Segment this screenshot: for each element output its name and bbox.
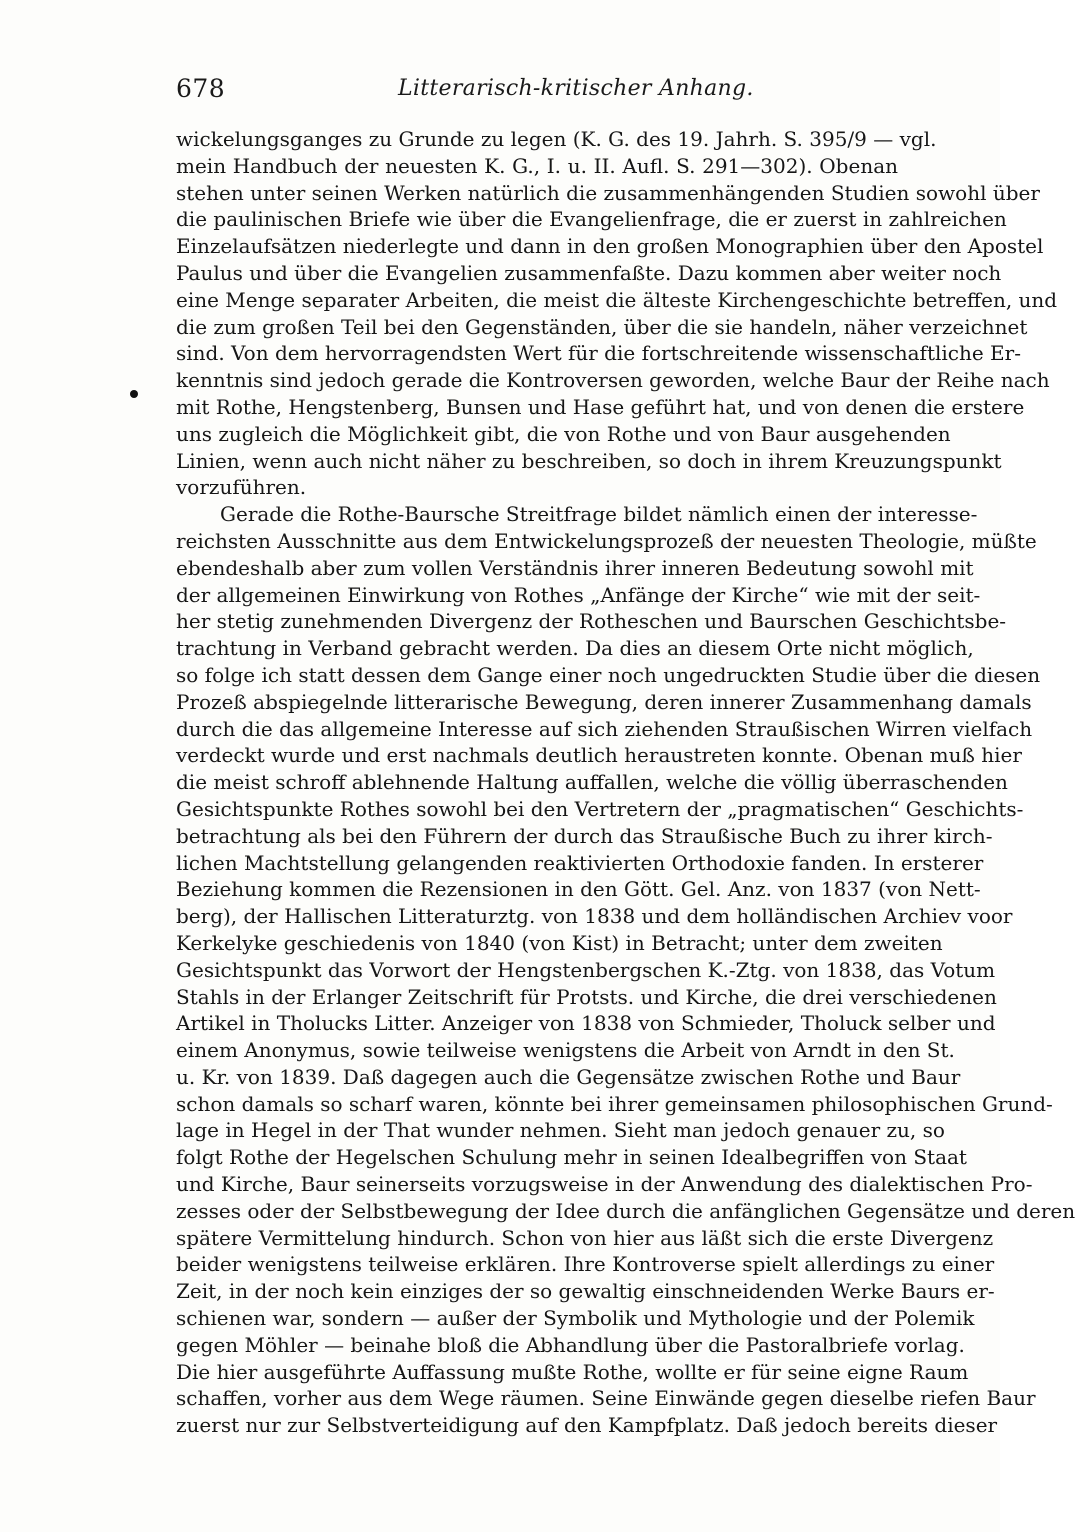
text-line: die zum großen Teil bei den Gegenständen, über die sie handeln, näher verzeichnet <box>176 314 1028 339</box>
body-text <box>176 126 1075 1439</box>
text-line: reichsten Ausschnitte aus dem Entwickelungsprozeß der neuesten Theologie, müßte <box>176 528 1037 553</box>
running-head <box>176 68 896 108</box>
text-line: zesses oder der Selbstbewegung der Idee durch die anfänglichen Gegensätze und deren <box>176 1198 1075 1223</box>
text-line: trachtung in Verband gebracht werden. Da dies an diesem Orte nicht möglich, <box>176 636 974 661</box>
text-line: her stetig zunehmenden Divergenz der Rotheschen und Baurschen Geschichtsbe- <box>176 609 1007 634</box>
text-line: schienen war, sondern — außer der Symbolik und Mythologie und der Polemik <box>176 1306 975 1331</box>
text-line: Prozeß abspiegelnde litterarische Bewegung, deren innerer Zusammenhang damals <box>176 689 1032 714</box>
text-line: der allgemeinen Einwirkung von Rothes „Anfänge der Kirche“ wie mit der seit- <box>176 582 981 607</box>
text-line: durch die das allgemeine Interesse auf sich ziehenden Straußischen Wirren vielfach <box>176 716 1033 741</box>
text-line: wickelungsganges zu Grunde zu legen (K. G. des 19. Jahrh. S. 395/9 — vgl. <box>176 127 937 151</box>
text-line: u. Kr. von 1839. Daß dagegen auch die Gegensätze zwischen Rothe und Baur <box>176 1064 961 1089</box>
paragraph-1 <box>176 126 1058 501</box>
text-line: und Kirche, Baur seinerseits vorzugsweise in der Anwendung des dialektischen Pro- <box>176 1172 1033 1197</box>
text-line: die paulinischen Briefe wie über die Evangelienfrage, die er zuerst in zahlreichen <box>176 207 1007 232</box>
text-line: folgt Rothe der Hegelschen Schulung mehr in seinen Idealbegriffen von Staat <box>176 1145 967 1170</box>
text-line: Gerade die Rothe-Baursche Streitfrage bildet nämlich einen der interesse- <box>220 502 978 527</box>
text-line: ebendeshalb aber zum vollen Verständnis ihrer inneren Bedeutung sowohl mit <box>176 555 974 580</box>
text-line: schaffen, vorher aus dem Wege räumen. Seine Einwände gegen dieselbe riefen Baur <box>176 1386 1036 1411</box>
text-line: Beziehung kommen die Rezensionen in den Gött. Gel. Anz. von 1837 (von Nett- <box>176 877 981 902</box>
text-line: Einzelaufsätzen niederlegte und dann in den großen Monographien über den Apostel <box>176 234 1044 259</box>
running-title: Litterarisch-kritischer Anhang. <box>398 76 754 101</box>
text-line: beider wenigstens teilweise erklären. Ihre Kontroverse spielt allerdings zu einer <box>176 1252 995 1277</box>
text-line: lichen Machtstellung gelangenden reaktivierten Orthodoxie fanden. In ersterer <box>176 850 984 875</box>
text-line: Artikel in Tholucks Litter. Anzeiger von 1838 von Schmieder, Tholuck selber und <box>176 1011 996 1036</box>
text-line: lage in Hegel in der That wunder nehmen. Sieht man jedoch genauer zu, so <box>176 1118 945 1143</box>
page-number: 678 <box>176 74 226 103</box>
text-line: mit Rothe, Hengstenberg, Bunsen und Hase geführt hat, und von denen die erstere <box>176 394 1025 419</box>
text-line: Kerkelyke geschiedenis von 1840 (von Kist) in Betracht; unter dem zweiten <box>176 930 943 955</box>
text-line: Stahls in der Erlanger Zeitschrift für Protsts. und Kirche, die drei verschiedenen <box>176 984 997 1009</box>
text-line: vorzuführen. <box>176 475 307 500</box>
text-line: gegen Möhler — beinahe bloß die Abhandlung über die Pastoralbriefe vorlag. <box>176 1332 965 1357</box>
text-line: Linien, wenn auch nicht näher zu beschreiben, so doch in ihrem Kreuzungspunkt <box>176 448 1002 473</box>
text-line: Gesichtspunkt das Vorwort der Hengstenbergschen K.-Ztg. von 1838, das Votum <box>176 957 996 982</box>
text-line: eine Menge separater Arbeiten, die meist die älteste Kirchengeschichte betreffen, und <box>176 287 1058 312</box>
text-line: betrachtung als bei den Führern der durch das Straußische Buch zu ihrer kirch- <box>176 823 993 848</box>
text-line: mein Handbuch der neuesten K. G., I. u. II. Aufl. S. 291—302). Obenan <box>176 153 898 178</box>
paragraph-2 <box>176 501 1075 1439</box>
text-line: kenntnis sind jedoch gerade die Kontroversen geworden, welche Baur der Reihe nach <box>176 368 1050 393</box>
text-line: spätere Vermittelung hindurch. Schon von hier aus läßt sich die erste Divergenz <box>176 1225 994 1250</box>
text-line: Zeit, in der noch kein einziges der so gewaltig einschneidenden Werke Baurs er- <box>176 1279 995 1304</box>
text-line: berg), der Hallischen Litteraturztg. von 1838 und dem holländischen Archiev voor <box>176 904 1013 929</box>
text-line: stehen unter seinen Werken natürlich die zusammenhängenden Studien sowohl über <box>176 180 1040 205</box>
text-line: zuerst nur zur Selbstverteidigung auf den Kampfplatz. Daß jedoch bereits dieser <box>176 1413 998 1438</box>
text-line: sind. Von dem hervorragendsten Wert für die fortschreitende wissenschaftliche Er- <box>176 341 1021 366</box>
text-line: Paulus und über die Evangelien zusammenfaßte. Dazu kommen aber weiter noch <box>176 260 1002 285</box>
text-line: so folge ich statt dessen dem Gange einer noch ungedruckten Studie über die diesen <box>176 662 1041 687</box>
text-line: schon damals so scharf waren, könnte bei ihrer gemeinsamen philosophischen Grund- <box>176 1091 1053 1116</box>
margin-mark <box>130 390 138 398</box>
text-line: uns zugleich die Möglichkeit gibt, die von Rothe und von Baur ausgehenden <box>176 421 951 446</box>
text-line: verdeckt wurde und erst nachmals deutlich heraustreten konnte. Obenan muß hier <box>176 743 1022 768</box>
text-line: Gesichtspunkte Rothes sowohl bei den Vertretern der „pragmatischen“ Geschichts- <box>176 796 1024 821</box>
text-line: die meist schroff ablehnende Haltung auffallen, welche die völlig überraschenden <box>176 770 1008 795</box>
text-line: Die hier ausgeführte Auffassung mußte Rothe, wollte er für seine eigne Raum <box>176 1359 969 1384</box>
text-line: einem Anonymus, sowie teilweise wenigstens die Arbeit von Arndt in den St. <box>176 1038 955 1063</box>
